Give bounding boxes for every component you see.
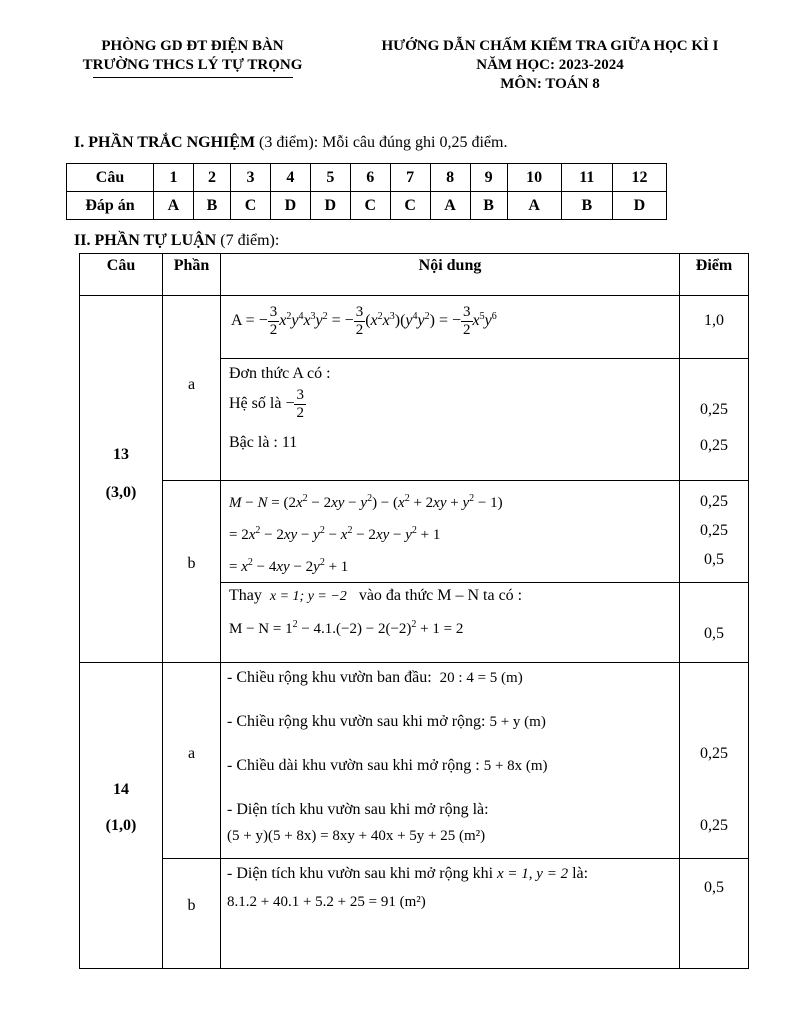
degree-line: Bậc là : 11 [229,434,298,451]
question-number: 9 [470,164,507,192]
question-number: 2 [193,164,230,192]
q14-b-content [221,859,680,969]
question-number: 3 [231,164,271,192]
header-underline [93,77,293,78]
header-row [80,254,749,296]
q14-a-scores: 0,25 0,25 [680,663,749,859]
area-condition-line: - Diện tích khu vườn sau khi mở rộng khi x = 1, y = 2 là: [227,865,589,882]
answer-cell: B [561,192,612,220]
department-name: PHÒNG GD ĐT ĐIỆN BÀN [101,38,284,54]
q13-a-analysis [221,359,680,481]
area-value-line: 8.1.2 + 40.1 + 5.2 + 25 = 91 (m²) [227,894,426,910]
q13-score: (3,0) [105,484,137,501]
subject: MÔN: TOÁN 8 [500,76,600,92]
q13-a-row1 [80,296,749,359]
row-label: Câu [67,164,154,192]
answer-cell: A [154,192,194,220]
q14-b-score: 0,5 [680,859,749,969]
q13-cell [80,296,163,663]
q13-b-scores: 0,25 0,25 0,5 [680,481,749,583]
answer-cell: D [612,192,666,220]
q14-a-row [80,663,749,859]
q13-a-expression [221,296,680,359]
answer-cell: A [430,192,470,220]
q13-b-substitution [221,583,680,663]
school-name: TRƯỜNG THCS LÝ TỰ TRỌNG [82,57,303,73]
question-number: 1 [154,164,194,192]
question-number: 8 [430,164,470,192]
new-length-line: - Chiều dài khu vườn sau khi mở rộng : 5 + 8x (m) [227,757,548,774]
answer-cell: A [507,192,561,220]
question-number: 11 [561,164,612,192]
exam-header [340,37,760,94]
q13-part-a: a [163,296,221,481]
q14-part-a: a [163,663,221,859]
monomial-intro: Đơn thức A có : [229,365,331,382]
row-label: Đáp án [67,192,154,220]
answer-cell: B [470,192,507,220]
question-number: 10 [507,164,561,192]
coefficient-line: Hệ số là − $\frac{3}{2}$ [229,387,304,421]
q13-b-computation [221,481,680,583]
answer-cell: C [350,192,390,220]
new-width-line: - Chiều rộng khu vườn sau khi mở rộng: 5 + y (m) [227,713,546,730]
question-row [67,164,667,192]
q14-score: (1,0) [105,817,137,834]
answer-cell: B [193,192,230,220]
q13-part-b: b [163,481,221,663]
monomial-expansion: A = − $\frac{3}{2}$ $x^2y^4x^3y^2$ = − $\frac{3}{2}$ $(x^2x^3)(y^4y^2)$ = − $\frac{3}{2}$ $x^5y^6$ [231,304,497,338]
exam-title: HƯỚNG DẪN CHẤM KIỂM TRA GIỮA HỌC KÌ I [381,38,719,54]
answer-cell: C [231,192,271,220]
section-multiple-choice-title: I. PHẦN TRẮC NGHIỆM (3 điểm): Mỗi câu đúng ghi 0,25 điểm. [74,134,508,151]
q13-b-score4: 0,5 [680,583,749,663]
q14-part-b: b [163,859,221,969]
question-number: 7 [390,164,430,192]
question-number: 6 [350,164,390,192]
col-header-score: Điểm [680,254,749,296]
q13-a-scores: 0,25 0,25 [680,359,749,481]
q14-b-row [80,859,749,969]
answer-row [67,192,667,220]
area-expression-line: (5 + y)(5 + 8x) = 8xy + 40x + 5y + 25 (m²) [227,828,486,844]
substitution-result: $M - N = 1^2 - 4.1.(-2) - 2(-2)^2 + 1 = 2$ [229,619,464,637]
initial-width-line: - Chiều rộng khu vườn ban đầu: 20 : 4 = 5 (m) [227,669,523,686]
answer-cell: C [390,192,430,220]
answer-cell: D [270,192,310,220]
subtraction-line: $M - N = (2x^2 - 2xy - y^2) - (x^2 + 2xy + y^2 - 1)$ [229,493,503,511]
q13-label: 13 [113,446,129,463]
essay-grading-table [79,253,749,969]
q13-a-score1: 1,0 [680,296,749,359]
answer-cell: D [310,192,350,220]
question-number: 5 [310,164,350,192]
expansion-line: = $2x^2 - 2xy - y^2 - x^2 - 2xy - y^2 + 1$ [229,525,441,543]
col-header-question: Câu [80,254,163,296]
col-header-part: Phần [163,254,221,296]
substitution-intro: Thay x = 1; y = −2 vào đa thức M – N ta có : [229,587,523,604]
answer-key-table [66,163,667,220]
q14-label: 14 [113,781,129,798]
col-header-content: Nội dung [221,254,680,296]
school-header [60,37,325,78]
q13-b-row1 [80,481,749,583]
q14-a-content [221,663,680,859]
question-number: 12 [612,164,666,192]
question-number: 4 [270,164,310,192]
q14-cell [80,663,163,969]
result-line: = $x^2 - 4xy - 2y^2 + 1$ [229,557,349,575]
section-essay-title: II. PHẦN TỰ LUẬN (7 điểm): [74,232,280,249]
area-intro-line: - Diện tích khu vườn sau khi mở rộng là: [227,801,489,818]
school-year: NĂM HỌC: 2023-2024 [476,57,624,73]
